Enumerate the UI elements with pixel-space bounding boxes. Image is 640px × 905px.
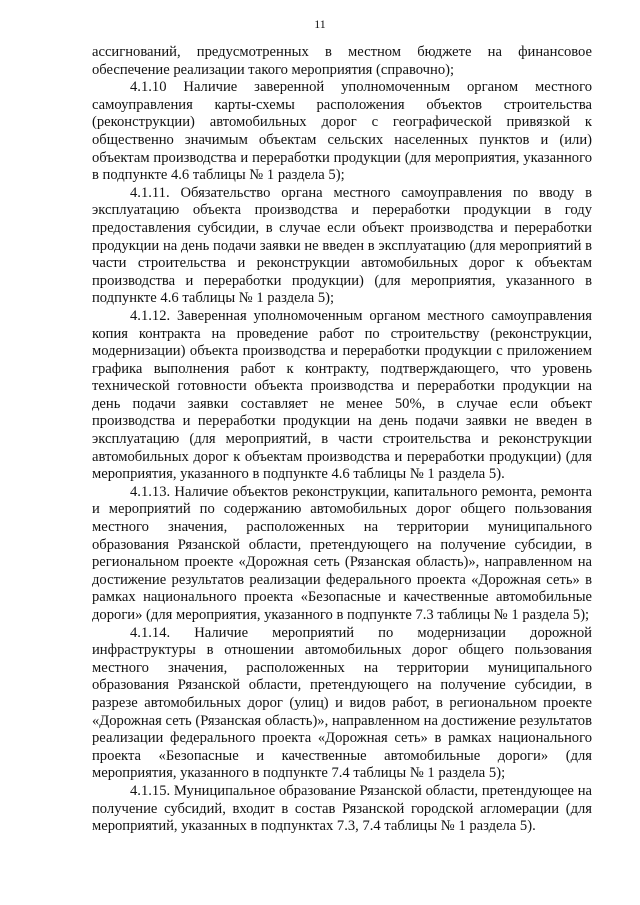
paragraph-4-1-14: 4.1.14. Наличие мероприятий по модернизации дорожной инфраструктуры в отношении автомобильных дорог общего пользования местного значения, расположенных на территории муниципального образования Рязанской области, претендующего на получение субсидии, в разрезе автомобильных дорог (улиц) и видов работ, в региональном проекте «Дорожная сеть (Рязанская область)», направленном на достижение результатов реализации федерального проекта «Дорожная сеть» в рамках национального проекта «Безопасные и качественные автомобильные дороги» (для мероприятия, указанного в подпункте 7.4 таблицы № 1 раздела 5);: [92, 624, 592, 782]
paragraph-4-1-10: 4.1.10 Наличие заверенной уполномоченным органом местного самоуправления карты-схемы расположения объектов строительства (реконструкции) автомобильных дорог с географической привязкой к общественно значимым объектам сельских населенных пунктов и (или) объектам производства и переработки продукции (для мероприятия, указанного в подпункте 4.6 таблицы № 1 раздела 5);: [92, 79, 592, 184]
paragraph-continuation: ассигнований, предусмотренных в местном бюджете на финансовое обеспечение реализации такого мероприятия (справочно);: [92, 44, 592, 78]
paragraph-4-1-11: 4.1.11. Обязательство органа местного самоуправления по вводу в эксплуатацию объекта производства и переработки продукции в году предоставления субсидии, в случае если объект производства и переработки продукции на день подачи заявки не введен в эксплуатацию (для мероприятий в части строительства и реконструкции автомобильных дорог к объектам производства и переработки продукции) (для мероприятия, указанного в подпункте 4.6 таблицы № 1 раздела 5);: [92, 184, 592, 307]
paragraph-4-1-13: 4.1.13. Наличие объектов реконструкции, капитального ремонта, ремонта и мероприятий по содержанию автомобильных дорог общего пользования местного значения, расположенных на территории муниципального образования Рязанской области, претендующего на получение субсидии, в региональном проекте «Дорожная сеть (Рязанская область)», направленном на достижение результатов реализации федерального проекта «Дорожная сеть» в рамках национального проекта «Безопасные и качественные автомобильные дороги» (для мероприятия, указанного в подпункте 7.3 таблицы № 1 раздела 5);: [92, 483, 592, 623]
page-number: 11: [314, 17, 326, 31]
paragraph-4-1-12: 4.1.12. Заверенная уполномоченным органом местного самоуправления копия контракта на проведение работ по строительству (реконструкции, модернизации) объекта производства и переработки продукции с приложением графика выполнения работ к контракту, подтверждающего, что уровень технической готовности объекта производства и переработки продукции на день подачи заявки составляет не менее 50%, в случае если объект производства и переработки продукции на день подачи заявки не введен в эксплуатацию (для мероприятий, в части строительства и реконструкции автомобильных дорог к объектам производства и переработки продукции) (для мероприятия, указанного в подпункте 4.6 таблицы № 1 раздела 5).: [92, 307, 592, 483]
paragraph-4-1-15: 4.1.15. Муниципальное образование Рязанской области, претендующее на получение субсидий, входит в состав Рязанской городской агломерации (для мероприятий, указанных в подпунктах 7.3, 7.4 таблицы № 1 раздела 5).: [92, 782, 592, 835]
document-body: [92, 44, 592, 836]
